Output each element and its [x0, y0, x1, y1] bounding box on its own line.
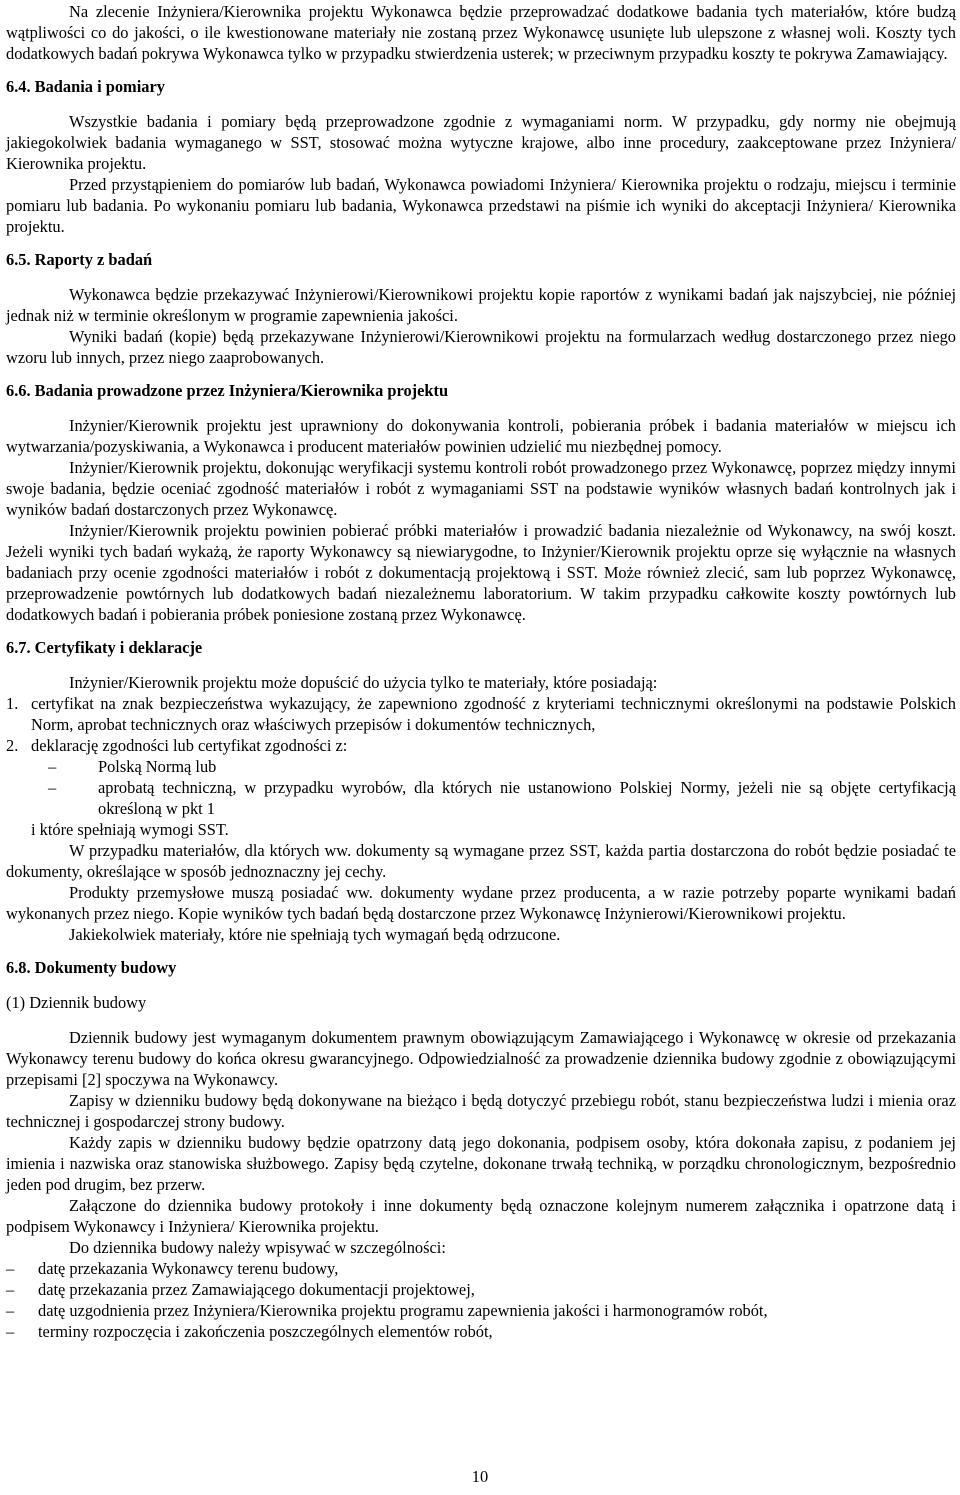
section-heading-6-8: 6.8. Dokumenty budowy	[6, 958, 177, 977]
section-6-8-paragraph-5: Do dziennika budowy należy wpisywać w szczególności:	[69, 1238, 446, 1257]
subsection-heading-dziennik: (1) Dziennik budowy	[6, 993, 147, 1012]
section-6-7-paragraph-3: Produkty przemysłowe muszą posiadać ww. dokumenty wydane przez producenta, a w razie potrzeby poparte wynikami badań wykonanych przez niego. Kopie wyników tych badań będą dostarczone przez Wykonawcę Inżynierowi/Kierownikowi projektu.	[6, 883, 956, 923]
sublist-item	[6, 756, 956, 777]
section-heading-6-4: 6.4. Badania i pomiary	[6, 77, 165, 96]
list-item-text: datę przekazania przez Zamawiającego dokumentacji projektowej,	[38, 1280, 475, 1299]
list-item-number: 1.	[6, 694, 19, 713]
list-item	[6, 1279, 956, 1300]
dash-bullet: –	[6, 1322, 15, 1341]
certificate-requirements-list	[6, 693, 956, 756]
section-6-8-paragraph-4: Załączone do dziennika budowy protokoły i inne dokumenty będą oznaczone kolejnym numerem załącznika i opatrzone datą i podpisem Wykonawcy i Inżyniera/ Kierownika projektu.	[6, 1196, 956, 1236]
sublist-item-text: aprobatą techniczną, w przypadku wyrobów, dla których nie ustanowiono Polskiej Normy, jeżeli nie są objęte certyfikacją określoną w pkt 1	[98, 778, 956, 818]
section-6-7-paragraph-4: Jakiekolwiek materiały, które nie spełniają tych wymagań będą odrzucone.	[69, 925, 561, 944]
list-item	[6, 1300, 956, 1321]
conformity-sublist	[6, 756, 956, 819]
diary-entries-list	[6, 1258, 956, 1342]
section-6-5-paragraph-1: Wykonawca będzie przekazywać Inżynierowi/Kierownikowi projektu kopie raportów z wynikami badań jak najszybciej, nie później jednak niż w terminie określonym w programie zapewnienia jakości.	[6, 285, 956, 325]
document-page	[6, 0, 956, 1342]
dash-bullet: –	[6, 1259, 15, 1278]
section-6-4-paragraph-2: Przed przystąpieniem do pomiarów lub badań, Wykonawca powiadomi Inżyniera/ Kierownika projektu o rodzaju, miejscu i terminie pomiaru lub badania. Po wykonaniu pomiaru lub badania, Wykonawca przedstawi na piśmie ich wyniki do akceptacji Inżyniera/ Kierownika projektu.	[6, 175, 956, 236]
section-6-8-paragraph-1: Dziennik budowy jest wymaganym dokumentem prawnym obowiązującym Zamawiającego i Wykonawcę w okresie od przekazania Wykonawcy terenu budowy do końca okresu gwarancyjnego. Odpowiedzialność za prowadzenie dziennika budowy zgodnie z obowiązującymi przepisami [2] spoczywa na Wykonawcy.	[6, 1028, 956, 1089]
section-6-4-paragraph-1: Wszystkie badania i pomiary będą przeprowadzone zgodnie z wymaganiami norm. W przypadku, gdy normy nie obejmują jakiegokolwiek badania wymaganego w SST, stosować można wytyczne krajowe, albo inne procedury, zaakceptowane przez Inżyniera/ Kierownika projektu.	[6, 112, 956, 173]
intro-paragraph: Na zlecenie Inżyniera/Kierownika projektu Wykonawca będzie przeprowadzać dodatkowe badania tych materiałów, które budzą wątpliwości co do jakości, o ile kwestionowane materiały nie zostaną przez Wykonawcę usunięte lub ulepszone z własnej woli. Koszty tych dodatkowych badań pokrywa Wykonawca tylko w przypadku stwierdzenia usterek; w przeciwnym przypadku koszty te pokrywa Zamawiający.	[6, 2, 956, 63]
section-heading-6-5: 6.5. Raporty z badań	[6, 250, 153, 269]
section-6-8-paragraph-2: Zapisy w dzienniku budowy będą dokonywane na bieżąco i będą dotyczyć przebiegu robót, stanu bezpieczeństwa ludzi i mienia oraz technicznej i gospodarczej strony budowy.	[6, 1091, 956, 1131]
section-heading-6-7: 6.7. Certyfikaty i deklaracje	[6, 638, 203, 657]
section-6-6-paragraph-2: Inżynier/Kierownik projektu, dokonując weryfikacji systemu kontroli robót prowadzonego przez Wykonawcę, poprzez między innymi swoje badania, będzie oceniać zgodność materiałów i robót z wymaganiami SST na podstawie wyników własnych badań kontrolnych jak i wyników badań dostarczonych przez Wykonawcę.	[6, 458, 956, 519]
list-item-text: deklarację zgodności lub certyfikat zgodności z:	[31, 736, 348, 755]
after-list-text: i które spełniają wymogi SST.	[31, 820, 229, 839]
list-item-text: terminy rozpoczęcia i zakończenia poszczególnych elementów robót,	[38, 1322, 493, 1341]
dash-bullet: –	[48, 757, 57, 776]
page-number: 10	[471, 1467, 489, 1486]
list-item-text: datę uzgodnienia przez Inżyniera/Kierownika projektu programu zapewnienia jakości i harmonogramów robót,	[38, 1301, 768, 1320]
section-6-7-paragraph-1: Inżynier/Kierownik projektu może dopuścić do użycia tylko te materiały, które posiadają:	[69, 673, 658, 692]
list-item	[6, 735, 956, 756]
section-6-6-paragraph-1: Inżynier/Kierownik projektu jest uprawniony do dokonywania kontroli, pobierania próbek i badania materiałów w miejscu ich wytwarzania/pozyskiwania, a Wykonawca i producent materiałów powinien udzielić mu niezbędnej pomocy.	[6, 416, 956, 456]
dash-bullet: –	[48, 778, 57, 797]
list-item	[6, 1258, 956, 1279]
section-6-6-paragraph-3: Inżynier/Kierownik projektu powinien pobierać próbki materiałów i prowadzić badania niezależnie od Wykonawcy, na swój koszt. Jeżeli wyniki tych badań wykażą, że raporty Wykonawcy są niewiarygodne, to Inżynier/Kierownik projektu oprze się wyłącznie na własnych badaniach przy ocenie zgodności materiałów i robót z dokumentacją projektową i SST. Może również zlecić, sam lub poprzez Wykonawcę, przeprowadzenie powtórnych lub dodatkowych badań niezależnemu laboratorium. W takim przypadku całkowite koszty powtórnych lub dodatkowych badań i pobierania próbek poniesione zostaną przez Wykonawcę.	[6, 521, 956, 624]
section-heading-6-6: 6.6. Badania prowadzone przez Inżyniera/Kierownika projektu	[6, 381, 449, 400]
section-6-7-paragraph-2: W przypadku materiałów, dla których ww. dokumenty są wymagane przez SST, każda partia dostarczona do robót będzie posiadać te dokumenty, określające w sposób jednoznaczny jej cechy.	[6, 841, 956, 881]
section-6-8-paragraph-3: Każdy zapis w dzienniku budowy będzie opatrzony datą jego dokonania, podpisem osoby, która dokonała zapisu, z podaniem jej imienia i nazwiska oraz stanowiska służbowego. Zapisy będą czytelne, dokonane trwałą techniką, w porządku chronologicznym, bezpośrednio jeden pod drugim, bez przerw.	[6, 1133, 956, 1194]
sublist-item	[6, 777, 956, 819]
dash-bullet: –	[6, 1280, 15, 1299]
list-item-text: datę przekazania Wykonawcy terenu budowy,	[38, 1259, 339, 1278]
dash-bullet: –	[6, 1301, 15, 1320]
list-item	[6, 693, 956, 735]
list-item	[6, 1321, 956, 1342]
list-item-text: certyfikat na znak bezpieczeństwa wykazujący, że zapewniono zgodność z kryteriami technicznymi określonymi na podstawie Polskich Norm, aprobat technicznych oraz właściwych przepisów i dokumentów technicznych,	[31, 694, 956, 734]
section-6-5-paragraph-2: Wyniki badań (kopie) będą przekazywane Inżynierowi/Kierownikowi projektu na formularzach według dostarczonego przez niego wzoru lub innych, przez niego zaaprobowanych.	[6, 327, 956, 367]
sublist-item-text: Polską Normą lub	[98, 757, 217, 776]
list-item-number: 2.	[6, 736, 19, 755]
